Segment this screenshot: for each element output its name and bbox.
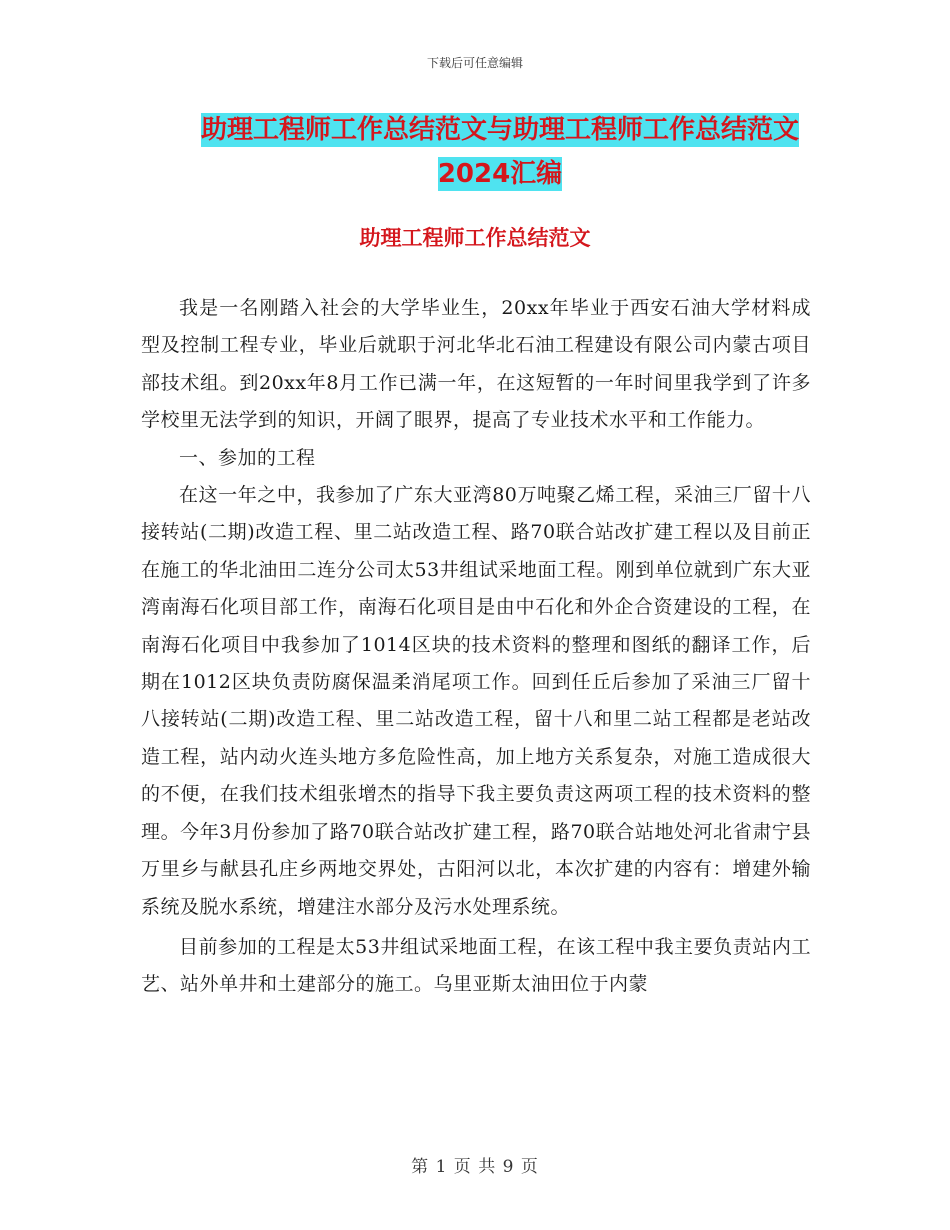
- document-title-line2: 2024汇编: [437, 159, 563, 189]
- document-body: [141, 290, 811, 1004]
- header-note: 下载后可任意编辑: [426, 56, 523, 70]
- paragraph-heading: 一、参加的工程: [179, 446, 316, 469]
- document-title: [140, 108, 860, 196]
- paragraph-projects: 在这一年之中，我参加了广东大亚湾80万吨聚乙烯工程，采油三厂留十八接转站(二期)改造工程、里二站改造工程、路70联合站改扩建工程以及目前正在施工的华北油田二连分公司太53井组试采地面工程。刚到单位就到广东大亚湾南海石化项目部工作，南海石化项目是由中石化和外企合资建设的工程，在南海石化项目中我参加了1014区块的技术资料的整理和图纸的翻译工作，后期在1012区块负责防腐保温柔消尾项工作。回到任丘后参加了采油三厂留十八接转站(二期)改造工程、里二站改造工程，留十八和里二站工程都是老站改造工程，站内动火连头地方多危险性高，加上地方关系复杂，对施工造成很大的不便，在我们技术组张增杰的指导下我主要负责这两项工程的技术资料的整理。今年3月份参加了路70联合站改扩建工程，路70联合站地处河北省肃宁县万里乡与献县孔庄乡两地交界处，古阳河以北，本次扩建的内容有：增建外输系统及脱水系统，增建注水部分及污水处理系统。: [141, 484, 811, 918]
- section-title: 助理工程师工作总结范文: [359, 226, 591, 250]
- document-title-line1: 助理工程师工作总结范文与助理工程师工作总结范文: [200, 115, 799, 145]
- paragraph-current: 目前参加的工程是太53井组试采地面工程，在该工程中我主要负责站内工艺、站外单井和土建部分的施工。乌里亚斯太油田位于内蒙: [141, 935, 811, 996]
- page-footer: 第 1 页 共 9 页: [411, 1157, 539, 1177]
- paragraph-intro: 我是一名刚踏入社会的大学毕业生，20xx年毕业于西安石油大学材料成型及控制工程专业，毕业后就职于河北华北石油工程建设有限公司内蒙古项目部技术组。到20xx年8月工作已满一年，在这短暂的一年时间里我学到了许多学校里无法学到的知识，开阔了眼界，提高了专业技术水平和工作能力。: [141, 297, 811, 432]
